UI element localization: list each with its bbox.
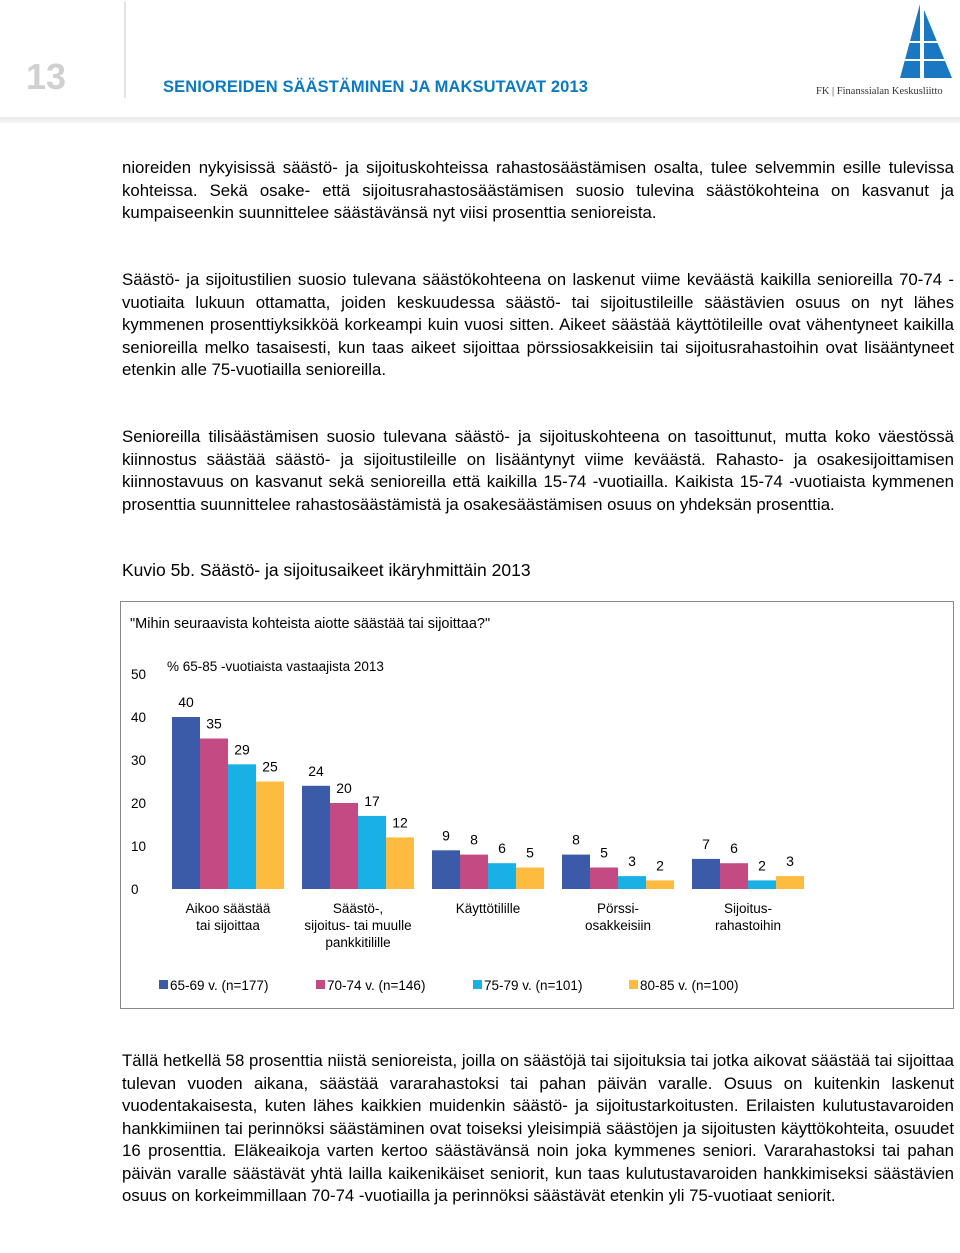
- paragraph: Tällä hetkellä 58 prosenttia niistä senioreista, joilla on säästöjä tai sijoituksia tai jotka aikovat säästää tai sijoittaa tulevan vuoden aikana, säästää vararahastoksi tai pahan päivän varalle. Osuus on kuitenkin laskenut vuodentakaisesta, kuten lähes kaikkien muidenkin säästö- ja sijoitustarkoitusten. Erilaisten kulutustavaroiden hankkimiinen tai perinnöksi säästäminen ovat toiseksi yleisimpiä säästöjen ja sijoitusten käyttökohteita, osuudet 16 prosenttia. Eläkeaikoja varten kertoo säästävänsä noin joka kymmenes seniori. Vararahastoksi tai pahan päivän varalle säästävät yhtä lailla kaikenikäiset seniorit, kun taas kulutustavaroiden hankkimiseksi säästävien osuus on korkeimmillaan 70-74 -vuotiailla ja perinnöksi säästävät etenkin yli 75-vuotiaat seniorit.: [122, 1051, 954, 1205]
- legend-swatch: [316, 980, 325, 989]
- data-label: 12: [392, 814, 408, 831]
- y-tick-label: 50: [131, 667, 147, 682]
- legend-label: 80-85 v. (n=100): [640, 978, 739, 993]
- chart-canvas: [121, 602, 955, 1010]
- bar: [432, 850, 460, 889]
- category-label: Aikoo säästää: [185, 901, 271, 916]
- legend-swatch: [473, 980, 482, 989]
- bar: [562, 855, 590, 889]
- data-label: 6: [730, 840, 738, 857]
- data-label: 3: [628, 853, 636, 870]
- bar: [302, 786, 330, 889]
- data-label: 3: [786, 853, 794, 870]
- legend-swatch: [629, 980, 638, 989]
- data-label: 24: [308, 762, 324, 779]
- bar: [590, 868, 618, 890]
- bar-chart: [120, 601, 954, 1009]
- bar: [618, 876, 646, 889]
- category-label: Käyttötilille: [455, 901, 521, 916]
- bar: [516, 868, 544, 890]
- data-label: 8: [572, 831, 580, 848]
- data-label: 17: [364, 792, 380, 809]
- paragraph: Senioreilla tilisäästämisen suosio tulevana säästö- ja sijoituskohteena on tasoittunut, mutta koko väestössä kiinnostus säästää säästö- ja sijoitustileille on lisääntynyt viime keväästä. Rahasto- ja osakesijoittamisen kiinnostavuus on kasvanut sekä senioreilla että kaikilla 15-74 -vuotiailla. Kaikista 15-74 -vuotiaista kymmenen prosenttia suunnittelee rahastosäästämistä ja osakesäästämisen osuus on yhdeksän prosenttia.: [122, 427, 954, 514]
- category-label: rahastoihin: [714, 918, 782, 933]
- legend-label: 65-69 v. (n=177): [170, 978, 269, 993]
- bar: [200, 739, 228, 890]
- category-label: sijoitus- tai muulle: [304, 918, 412, 933]
- bar: [692, 859, 720, 889]
- page-number: 13: [26, 56, 67, 97]
- data-label: 35: [206, 715, 222, 732]
- legend-swatch: [159, 980, 168, 989]
- bar: [386, 837, 414, 889]
- bar: [488, 863, 516, 889]
- bar: [776, 876, 804, 889]
- legend-label: 75-79 v. (n=101): [484, 978, 583, 993]
- bar: [256, 782, 284, 890]
- paragraph: nioreiden nykyisissä säästö- ja sijoituskohteissa rahastosäästämisen osalta, tulee selvemmin esille tulevissa kohteissa. Sekä osake- että sijoitusrahastosäästämisen suosio tulevina säästökohteina on kasvanut ja kumpaiseenkin suunnittelee säästävänsä nyt viisi prosenttia senioreista.: [122, 158, 954, 222]
- data-label: 25: [262, 758, 278, 775]
- data-label: 8: [470, 831, 478, 848]
- data-label: 9: [442, 827, 450, 844]
- chart-subtitle: % 65-85 -vuotiaista vastaajista 2013: [167, 659, 384, 674]
- data-label: 6: [498, 840, 506, 857]
- category-label: Sijoitus-: [723, 901, 773, 916]
- y-tick-label: 20: [131, 796, 147, 811]
- bar: [646, 880, 674, 889]
- bar: [720, 863, 748, 889]
- header-divider: [124, 2, 126, 98]
- y-tick-label: 10: [131, 839, 147, 854]
- bar: [172, 717, 200, 889]
- data-label: 40: [178, 694, 194, 710]
- y-tick-label: 0: [131, 882, 139, 897]
- logo-text: FK | Finanssialan Keskusliitto: [816, 86, 943, 97]
- category-label: Pörssi-: [596, 901, 640, 916]
- data-label: 7: [702, 835, 710, 852]
- data-label: 2: [758, 857, 766, 874]
- bar: [330, 803, 358, 889]
- y-tick-label: 40: [131, 710, 147, 725]
- bar: [358, 816, 386, 889]
- data-label: 5: [526, 844, 534, 861]
- data-label: 29: [234, 741, 250, 758]
- report-title: SENIOREIDEN SÄÄSTÄMINEN JA MAKSUTAVAT 2013: [163, 78, 589, 96]
- category-label: Säästö-,: [332, 901, 384, 916]
- bar: [460, 855, 488, 889]
- bar: [748, 880, 776, 889]
- bar: [228, 764, 256, 889]
- data-label: 2: [656, 857, 664, 874]
- category-label: tai sijoittaa: [196, 918, 260, 933]
- paragraph: Säästö- ja sijoitustilien suosio tulevana säästökohteena on laskenut viime keväästä kaikilla senioreilla 70-74 -vuotiaita lukuun ottamatta, joiden keskuudessa säästö- tai sijoitustileille säästävien osuus on nyt lähes kymmenen prosenttiyksikköä korkeampi kuin vuosi sitten. Aikeet säästää käyttötileille ovat vähentyneet kaikilla senioreilla melko tasaisesti, kun taas aikeet sijoittaa pörssiosakkeisiin tai sijoitusrahastoihin ovat lisääntyneet etenkin alle 75-vuotiailla senioreilla.: [122, 270, 954, 379]
- figure-caption: Kuvio 5b. Säästö- ja sijoitusaikeet ikäryhmittäin 2013: [122, 560, 531, 580]
- data-label: 20: [336, 780, 352, 796]
- legend-label: 70-74 v. (n=146): [327, 978, 426, 993]
- chart-title: "Mihin seuraavista kohteista aiotte säästää tai sijoittaa?": [130, 616, 491, 632]
- y-tick-label: 30: [131, 753, 147, 768]
- header-band: [0, 117, 960, 123]
- category-label: osakkeisiin: [584, 918, 652, 933]
- data-label: 5: [600, 844, 608, 861]
- category-label: pankkitilille: [325, 935, 391, 950]
